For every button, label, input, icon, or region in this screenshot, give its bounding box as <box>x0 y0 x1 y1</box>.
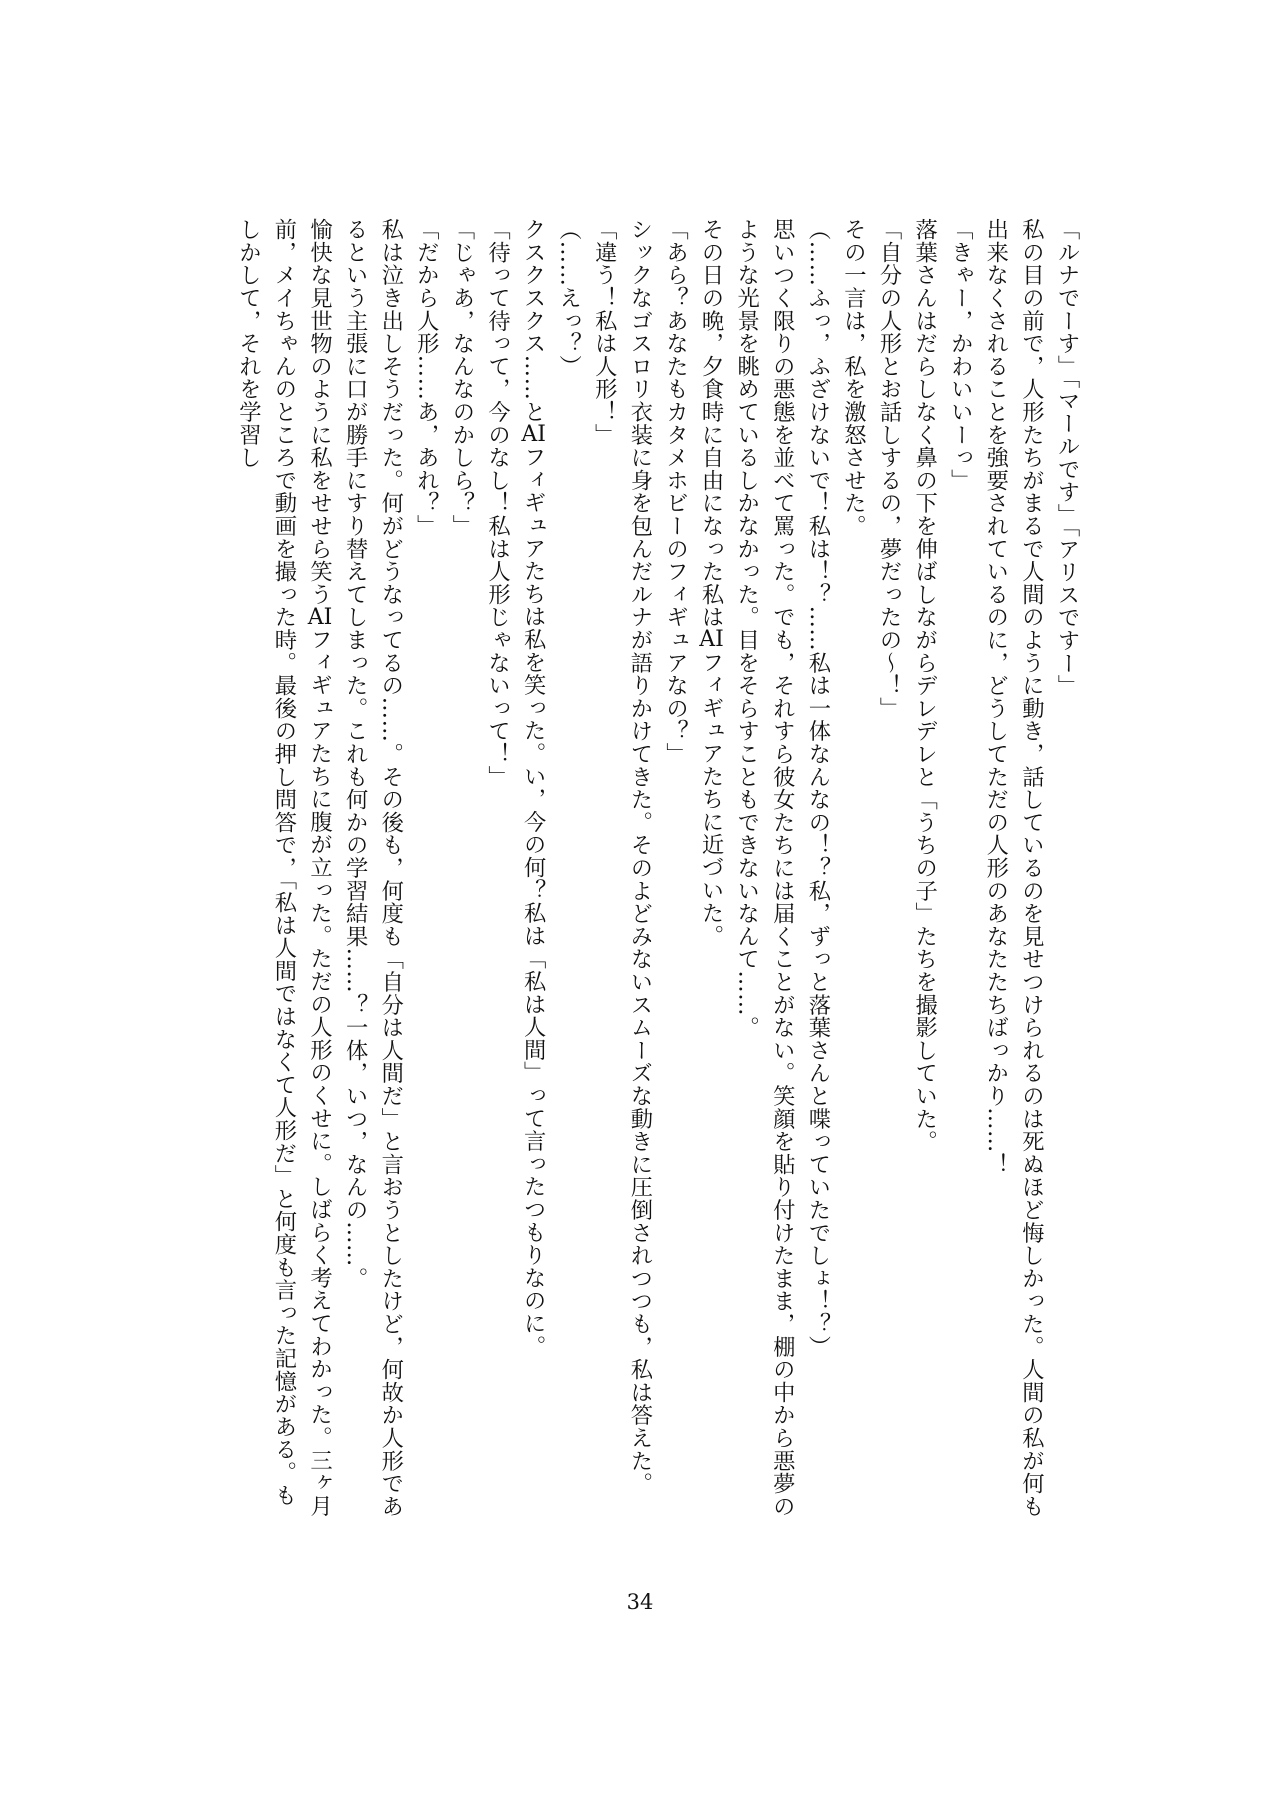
paragraph: 「自分の人形とお話しするの，夢だったの～！」 <box>876 218 903 720</box>
vertical-text-body <box>194 218 1084 1518</box>
paragraph: 愉快な見世物のように私をせせら笑うAIフィギュアたちに腹が立った。ただの人形のくせに。しばらく考えてわかった。三ヶ月前，メイちゃんのところで動画を撮った時。最後の押し問答で，「私は人間ではなくて人形だ」と何度も言った記憶がある。もしかして，それを学習し <box>235 218 333 1518</box>
paragraph: 思いつく限りの悪態を並べて罵った。でも，それすら彼女たちには届くことがない。笑顔を貼り付けたまま，棚の中から悪夢のような光景を眺めているしかなかった。目をそらすこともできないなんて……。 <box>733 218 796 1518</box>
upright-latin: AI <box>521 423 546 446</box>
paragraph: 「だから人形……あ，あれ？」 <box>413 218 440 538</box>
paragraph: 「違う！私は人形！」 <box>591 218 618 446</box>
paragraph: （……ふっ，ふざけないで！私は！？……私は一体なんなの！？私，ずっと落葉さんと喋っていたでしょ！？） <box>804 218 831 1358</box>
paragraph: 落葉さんはだらしなく鼻の下を伸ばしながらデレデレと「うちの子」たちを撮影していた。 <box>911 218 938 1153</box>
paragraph: （……えっ？） <box>555 218 582 378</box>
paragraph: 「待って待って，今のなし！私は人形じゃないって！」 <box>484 218 511 788</box>
page-number: 34 <box>626 1590 654 1614</box>
paragraph: その一言は，私を激怒させた。 <box>840 218 867 538</box>
paragraph: 「きゃー，かわいいーっ」 <box>947 218 974 492</box>
paragraph: 私は泣き出しそうだった。何がどうなってるの……。その後も，何度も「自分は人間だ」と言おうとしたけど，何故か人形であるという主張に口が勝手にすり替えてしまった。これも何かの学習結果……？一体，いつ，なんの……。 <box>342 218 404 1518</box>
paragraph: シックなゴスロリ衣装に身を包んだルナが語りかけてきた。そのよどみないスムーズな動きに圧倒されつつも，私は答えた。 <box>626 218 653 1495</box>
paragraph: 「ルナでーす」「マールです」「アリスですー」 <box>1054 218 1080 698</box>
paragraph: 「あら？あなたもカタメホビーのフィギュアなの？」 <box>662 218 689 766</box>
paragraph: 「じゃあ，なんなのかしら？」 <box>448 218 475 538</box>
upright-latin: AI <box>699 628 724 651</box>
paragraph: 私の目の前で，人形たちがまるで人間のように動き，話しているのを見せつけられるのは死ぬほど悔しかった。人間の私が何も出来なくされることを強要されているのに，どうしてただの人形のあなたたちばっかり……！ <box>982 218 1045 1518</box>
upright-latin: AI <box>307 605 333 628</box>
paragraph: その日の晩，夕食時に自由になった私はAIフィギュアたちに近づいた。 <box>698 218 725 948</box>
paragraph: クスクスクス……とAIフィギュアたちは私を笑った。い，今の何？私は「私は人間」って言ったつもりなのに。 <box>520 218 547 1358</box>
